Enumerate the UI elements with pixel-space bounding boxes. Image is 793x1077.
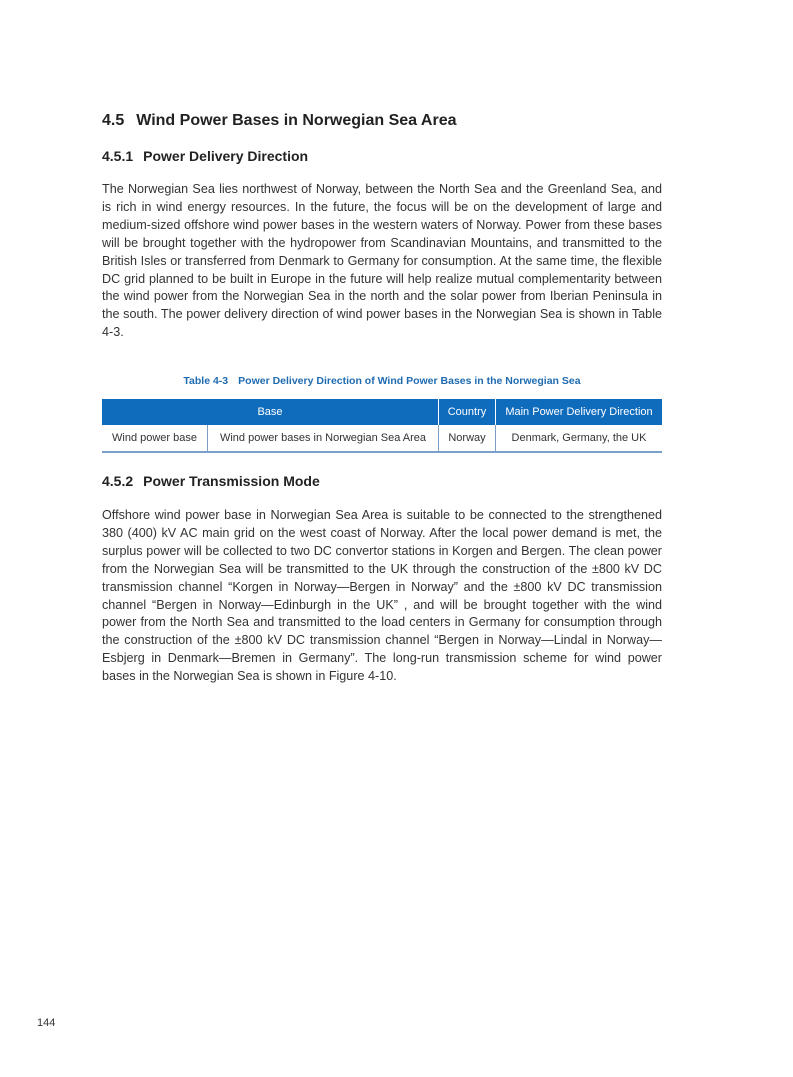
table-title: Power Delivery Direction of Wind Power Bases in the Norwegian Sea [238,375,581,387]
cell-base-type: Wind power base [102,425,208,452]
cell-country: Norway [439,425,496,452]
paragraph-1: The Norwegian Sea lies northwest of Norway, between the North Sea and the Greenland Sea, and is rich in wind energy resources. In the future, the focus will be on the development of large and medium-sized offshore wind power bases in the western waters of Norway. Power from these bases will be brought together with the hydropower from Scandinavian Mountains, and transmitted to the British Isles or transferred from Denmark to Germany for consumption. At the same time, the flexible DC grid planned to be built in Europe in the future will help realize mutual complementarity between the wind power from the Norwegian Sea in the north and the solar power from Iberian Peninsula in the south. The power delivery direction of wind power bases in the Norwegian Sea is shown in Table 4-3. [102,182,662,340]
subsection-heading-2 [102,473,320,489]
page-number: 144 [37,1017,56,1029]
table-number: Table 4-3 [183,375,229,387]
section-heading [102,112,457,130]
header-base: Base [102,399,439,425]
cell-direction: Denmark, Germany, the UK [496,425,663,452]
paragraph-2: Offshore wind power base in Norwegian Sea Area is suitable to be connected to the strengthened 380 (400) kV AC main grid on the west coast of Norway. After the local power demand is met, the surplus power will be collected to two DC convertor stations in Korgen and Bergen. The clean power from the Norwegian Sea will be transmitted to the UK through the construction of the ±800 kV DC transmission channel “Korgen in Norway—Bergen in Norway” and the ±800 kV DC transmission channel “Bergen in Norway—Edinburgh in the UK” , and will be brought together with the wind power from the North Sea and transmitted to the load centers in Germany for consumption through the construction of the ±800 kV DC transmission channel “Bergen in Norway—Lindal in Norway—Esbjerg in Denmark—Bremen in Germany”. The long-run transmission scheme for wind power bases in the Norwegian Sea is shown in Figure 4-10. [102,508,662,684]
power-delivery-table [102,399,662,453]
subsection-title: Power Transmission Mode [143,473,320,489]
section-number: 4.5 [102,112,125,129]
subsection-number: 4.5.2 [102,473,134,489]
table-row [102,425,662,452]
header-direction: Main Power Delivery Direction [496,399,663,425]
header-country: Country [439,399,496,425]
subsection-number: 4.5.1 [102,148,134,164]
cell-base-name: Wind power bases in Norwegian Sea Area [208,425,439,452]
subsection-heading-1 [102,148,308,164]
section-title: Wind Power Bases in Norwegian Sea Area [136,112,457,129]
table-caption [102,375,662,387]
subsection-title: Power Delivery Direction [143,148,309,164]
table-header-row [102,399,662,425]
